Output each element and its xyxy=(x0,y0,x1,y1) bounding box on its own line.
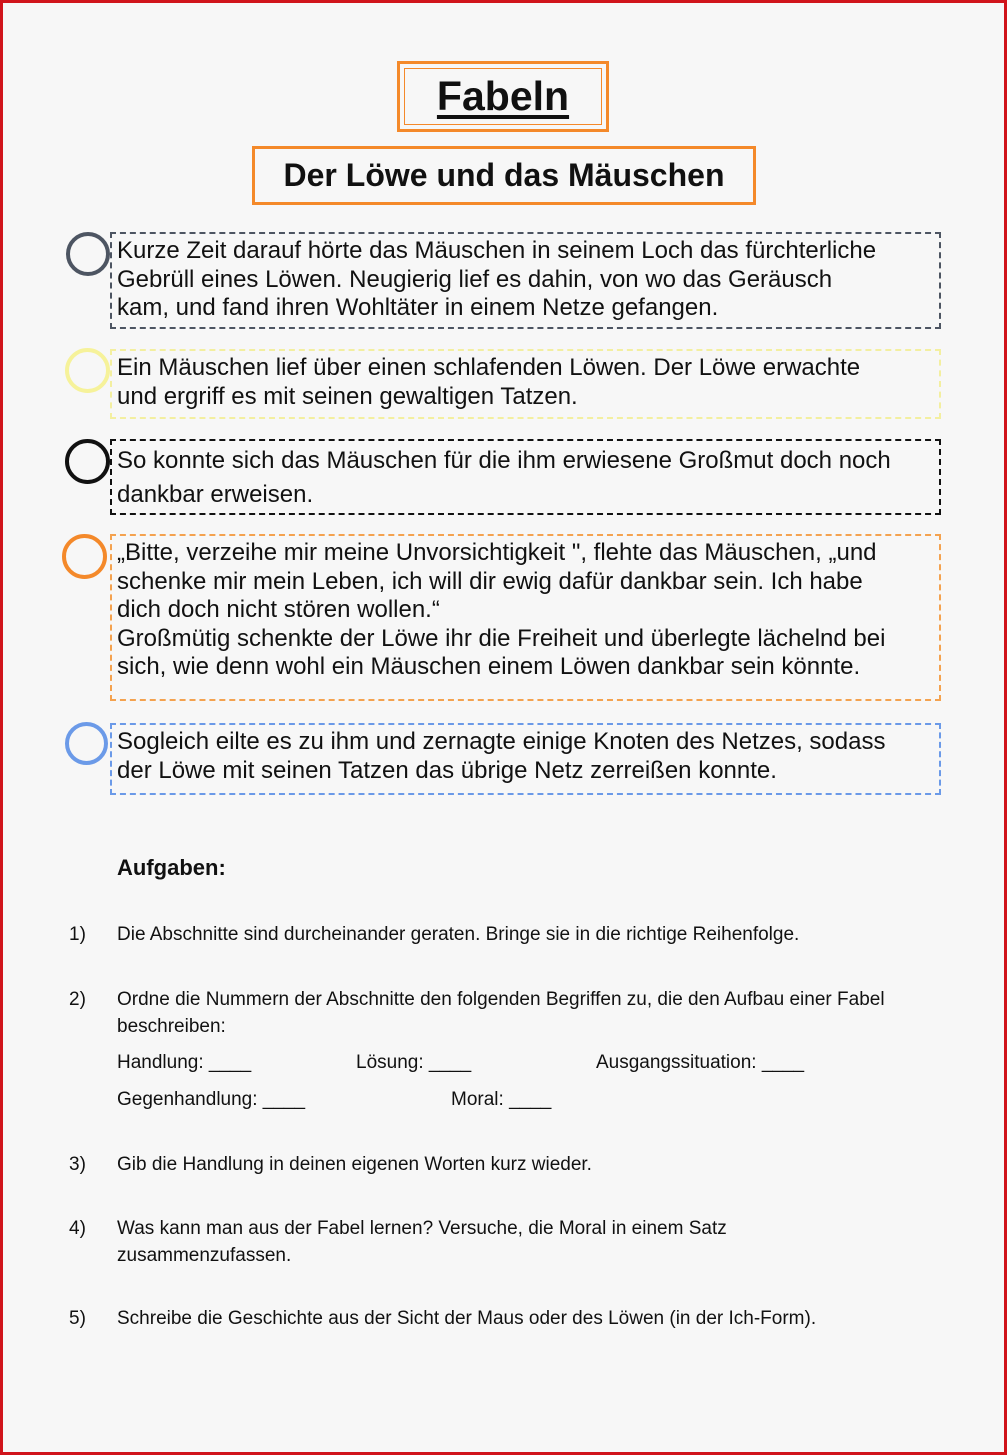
paragraph-box-1 xyxy=(110,232,941,329)
order-circle-4[interactable] xyxy=(62,534,107,579)
task-number-3: 3) xyxy=(69,1154,86,1175)
title-box xyxy=(397,61,609,132)
order-circle-1[interactable] xyxy=(66,232,110,276)
fable-title: Der Löwe und das Mäuschen xyxy=(283,157,725,193)
task-number-2: 2) xyxy=(69,989,86,1010)
term-ausgangssituation[interactable]: Ausgangssituation: ____ xyxy=(596,1052,805,1073)
order-circle-3[interactable] xyxy=(65,439,110,484)
task-number-5: 5) xyxy=(69,1308,86,1329)
order-circle-5[interactable] xyxy=(65,722,108,765)
task-number-1: 1) xyxy=(69,924,86,945)
task-text-2: Ordne die Nummern der Abschnitte den folgenden Begriffen zu, die den Aufbau einer Fabel beschreiben: xyxy=(117,989,885,1037)
paragraph-text-3: So konnte sich das Mäuschen für die ihm erwiesene Großmut doch noch dankbar erweisen. xyxy=(117,447,891,508)
paragraph-box-2 xyxy=(110,349,941,419)
order-circle-2[interactable] xyxy=(65,348,110,393)
task-number-4: 4) xyxy=(69,1218,86,1239)
paragraph-text-5: Sogleich eilte es zu ihm und zernagte einige Knoten des Netzes, sodass der Löwe mit seinen Tatzen das übrige Netz zerreißen konnte. xyxy=(117,728,886,784)
task-text-5: Schreibe die Geschichte aus der Sicht der Maus oder des Löwen (in der Ich-Form). xyxy=(117,1308,817,1329)
paragraph-text-4: „Bitte, verzeihe mir meine Unvorsichtigkeit ", flehte das Mäuschen, „und schenke mir mein Leben, ich will dir ewig dafür dankbar sein. Ich habe dich doch nicht stören wollen.“ Großmütig schenkte der Löwe ihr die Freiheit und überlegte lächelnd bei sich, wie denn wohl ein Mäuschen einem Löwen dankbar sein könnte. xyxy=(117,539,886,680)
subtitle-box xyxy=(252,146,756,205)
task-text-1: Die Abschnitte sind durcheinander geraten. Bringe sie in die richtige Reihenfolge. xyxy=(117,924,800,945)
term-handlung[interactable]: Handlung: ____ xyxy=(117,1052,252,1073)
paragraph-text-1: Kurze Zeit darauf hörte das Mäuschen in seinem Loch das fürchterliche Gebrüll eines Löwen. Neugierig lief es dahin, von wo das Geräusch kam, und fand ihren Wohltäter in einem Netze gefangen. xyxy=(117,237,877,321)
paragraph-box-3 xyxy=(110,439,941,515)
page-title: Fabeln xyxy=(436,73,570,119)
term-moral[interactable]: Moral: ____ xyxy=(451,1089,552,1110)
term-gegenhandlung[interactable]: Gegenhandlung: ____ xyxy=(117,1089,306,1110)
tasks-heading: Aufgaben: xyxy=(117,855,226,880)
paragraph-text-2: Ein Mäuschen lief über einen schlafenden Löwen. Der Löwe erwachte und ergriff es mit seinen gewaltigen Tatzen. xyxy=(117,354,861,410)
title-inner-frame xyxy=(404,68,602,125)
paragraph-box-4 xyxy=(110,534,941,701)
paragraph-box-5 xyxy=(110,723,941,795)
task-text-4: Was kann man aus der Fabel lernen? Versuche, die Moral in einem Satz zusammenzufassen. xyxy=(117,1218,727,1266)
task-text-3: Gib die Handlung in deinen eigenen Worten kurz wieder. xyxy=(117,1154,592,1175)
term-loesung[interactable]: Lösung: ____ xyxy=(356,1052,472,1073)
